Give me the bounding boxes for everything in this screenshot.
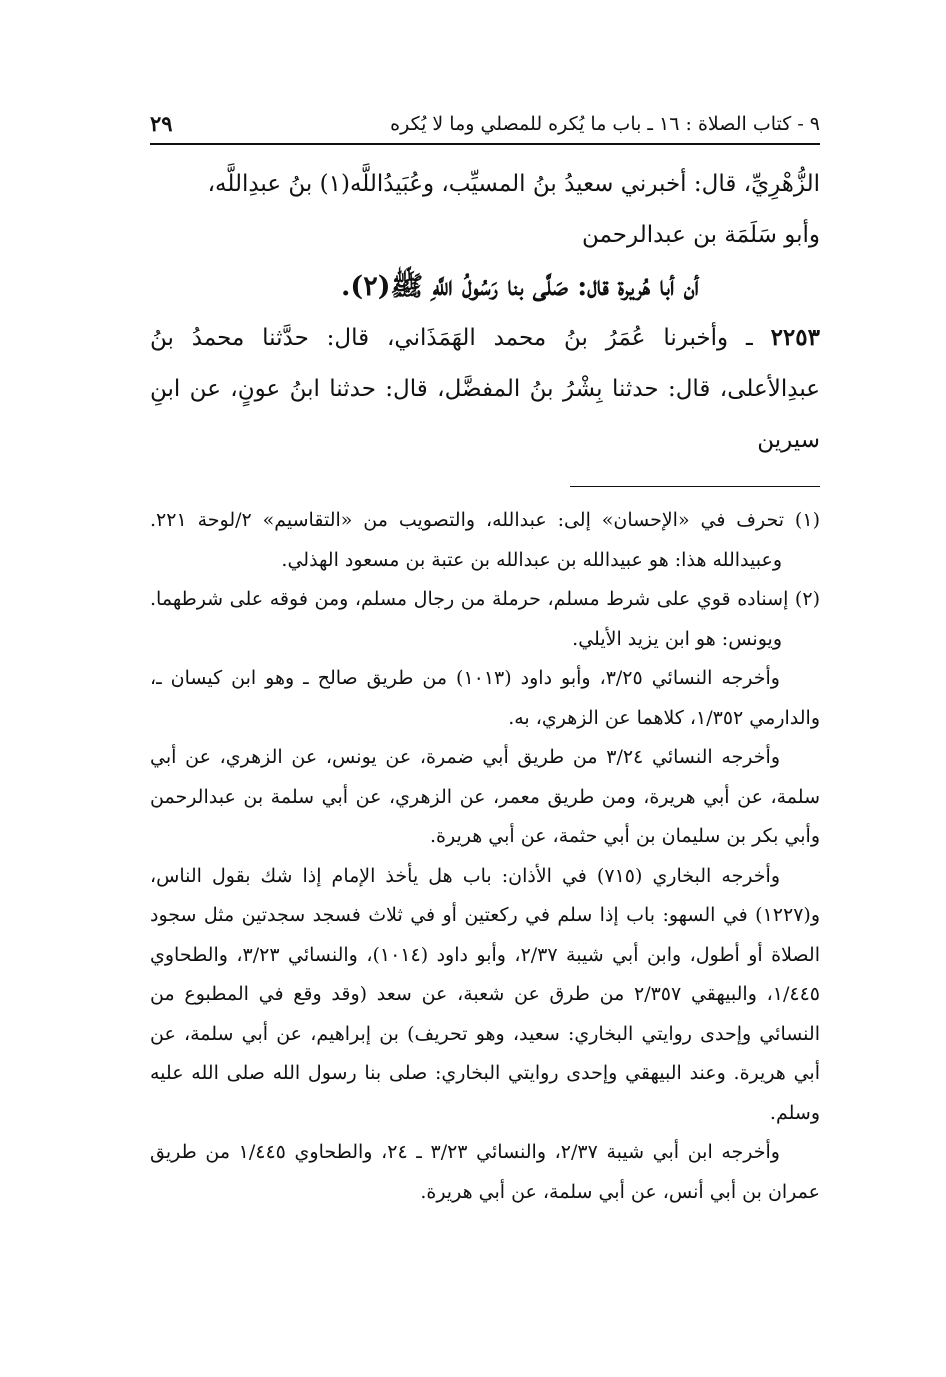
footnote-2-paragraph-1: وأخرجه النسائي ٣/٢٥، وأبو داود (١٠١٣) من طريق صالح ـ وهو ابن كيسان ـ، والدارمي ١/٣٥٢، كلاهما عن الزهري، به. — [150, 667, 820, 729]
chain-line-2: وأبو سَلَمَة بن عبدالرحمن — [582, 222, 820, 248]
book-page — [150, 95, 820, 1212]
page-number: ٢٩ — [150, 111, 173, 136]
footnote-1: (١) تحرف في «الإحسان» إلى: عبدالله، والتصويب من «التقاسيم» ٢/لوحة ٢٢١. وعبيدالله هذا: هو عبيدالله بن عبدالله بن عتبة بن مسعود الهذلي. — [150, 509, 820, 571]
footnote-separator — [570, 486, 820, 487]
page-header — [150, 95, 820, 145]
hadith-entry — [150, 312, 820, 466]
chain-line-1: الزُّهْرِيِّ، قال: أخبرني سعيدُ بنُ المسيِّب، وعُبَيدُاللَّه(١) بنُ عبدِاللَّه، — [207, 171, 820, 197]
footnote-2-paragraph-3: وأخرجه البخاري (٧١٥) في الأذان: باب هل يأخذ الإمام إذا شك بقول الناس، و(١٢٢٧) في السهو: باب إذا سلم في ركعتين أو في ثلاث فسجد سجدتين مثل سجود الصلاة أو أطول، وابن أبي شيبة ٢/٣٧، وأبو داود (١٠١٤)، والنسائي ٣/٢٣، والطحاوي ١/٤٤٥، والبيهقي ٢/٣٥٧ من طرق عن شعبة، عن سعد (وقد وقع في المطبوع من النسائي وإحدى روايتي البخاري: سعيد، وهو تحريف) بن إبراهيم، عن أبي سلمة، عن أبي هريرة. وعند البيهقي وإحدى روايتي البخاري: صلى بنا رسول الله صلى الله عليه وسلم. — [150, 864, 820, 1124]
footnote-2-paragraph-4: وأخرجه ابن أبي شيبة ٢/٣٧، والنسائي ٣/٢٣ ـ ٢٤، والطحاوي ١/٤٤٥ من طريق عمران بن أبي أنس، عن أبي سلمة، عن أبي هريرة. — [150, 1141, 820, 1203]
footnote-2: (٢) إسناده قوي على شرط مسلم، حرملة من رجال مسلم، ومن فوقه على شرطهما. ويونس: هو ابن يزيد الأيلي. — [150, 588, 820, 650]
hadith-chain: ـ وأخبرنا عُمَرُ بنُ محمد الهَمَذَاني، قال: حدَّثنا محمدُ بنُ عبدِالأعلى، قال: حدثنا بِشْرُ بنُ المفضَّل، قال: حدثنا ابنُ عونٍ، عن ابنِ سيرين — [150, 325, 820, 453]
footnote-2-paragraph-2: وأخرجه النسائي ٣/٢٤ من طريق أبي ضمرة، عن يونس، عن الزهري، عن أبي سلمة، عن أبي هريرة، ومن طريق معمر، عن الزهري، عن أبي سلمة بن عبدالرحمن وأبي بكر بن سليمان بن أبي حثمة، عن أبي هريرة. — [150, 746, 820, 847]
hadith-text: أن أبا هُريرة قال: صَلَّى بنا رَسُولُ اللَّهِ ﷺ(٢). — [341, 271, 699, 302]
main-text — [150, 159, 820, 466]
running-title: ٩ - كتاب الصلاة : ١٦ ـ باب ما يُكره للمصلي وما لا يُكره — [390, 113, 820, 135]
footnotes — [150, 501, 820, 1212]
hadith-number: ٢٢٥٣ — [770, 324, 820, 351]
